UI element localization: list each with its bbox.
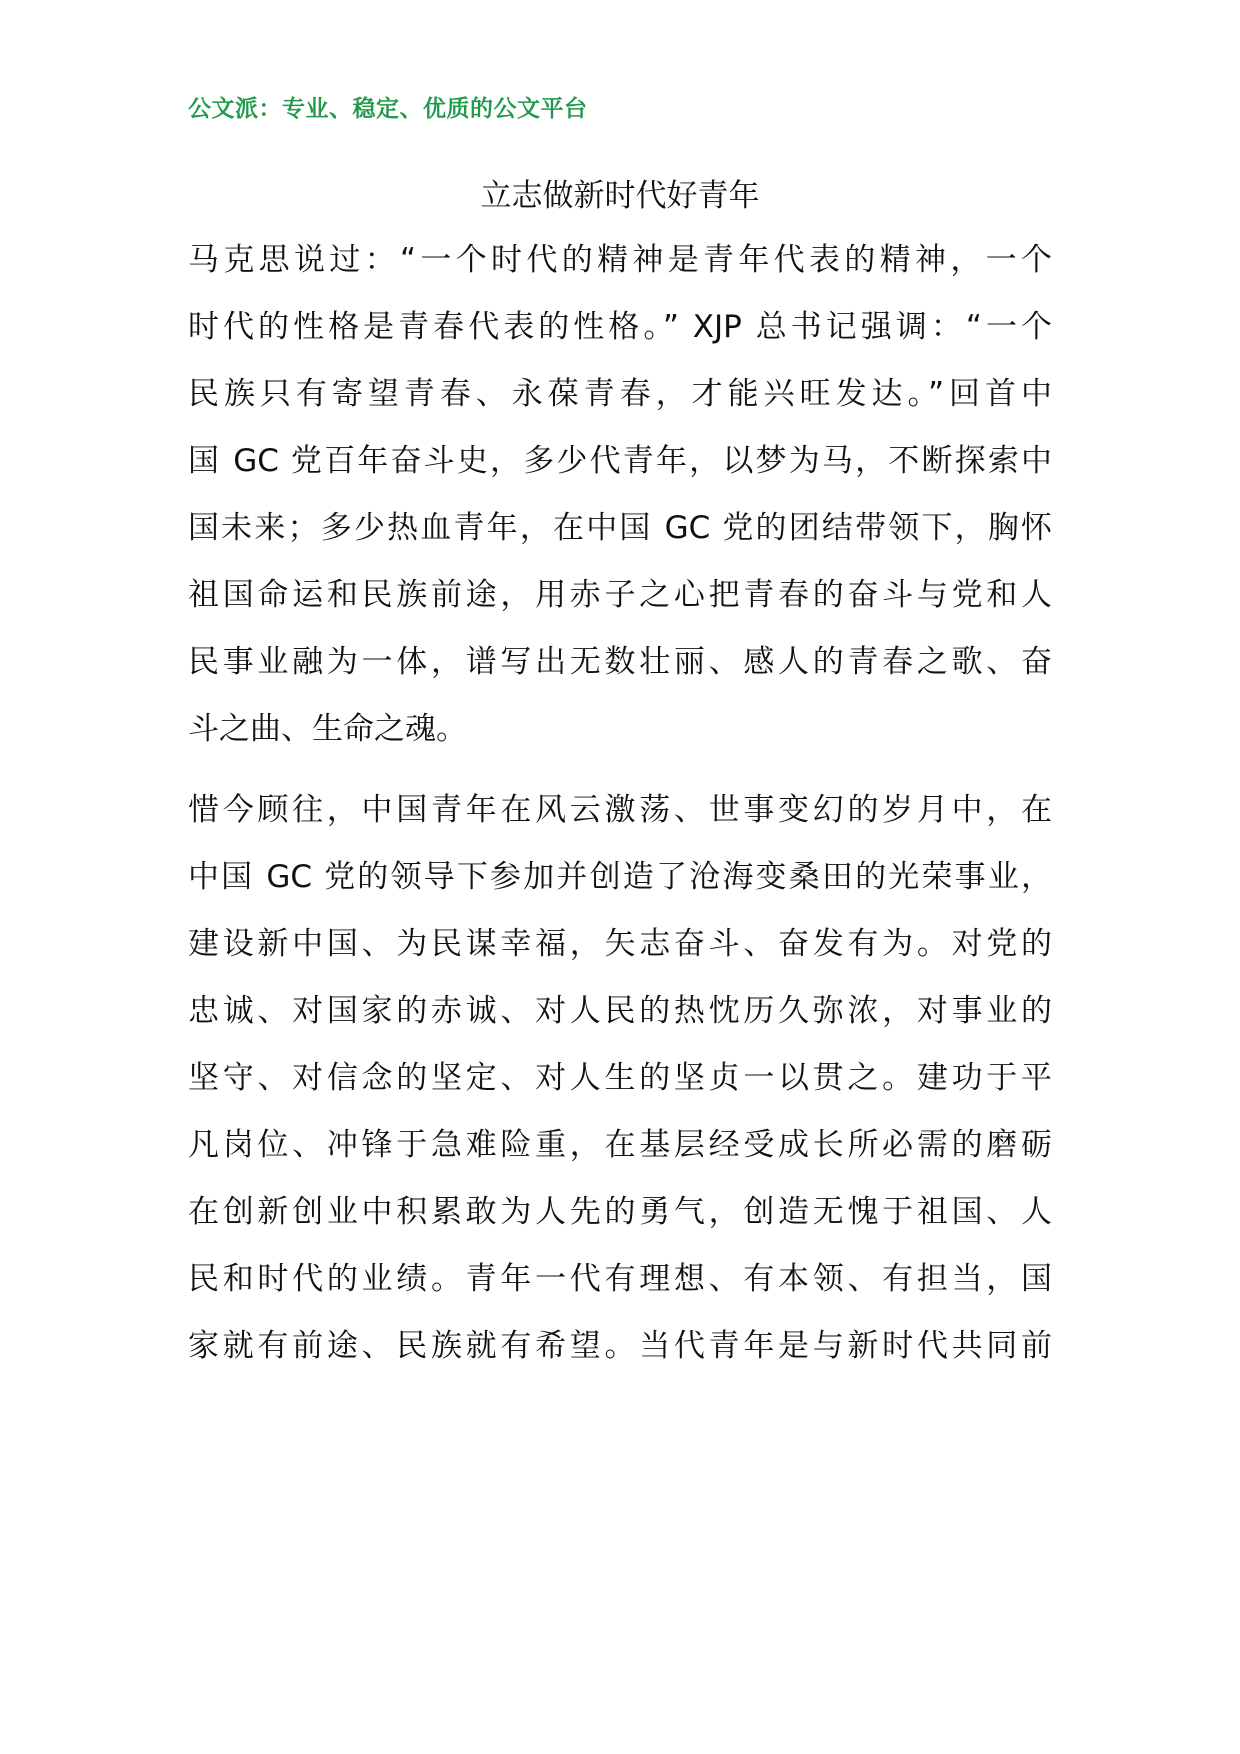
site-header-slogan: 公文派：专业、稳定、优质的公文平台 [188, 96, 588, 122]
paragraph-1-line: 国 GC 党百年奋斗史，多少代青年，以梦为马，不断探索中 [188, 443, 1052, 479]
paragraph-2-line: 坚守、对信念的坚定、对人生的坚贞一以贯之。建功于平 [188, 1060, 1052, 1096]
document-title: 立志做新时代好青年 [480, 178, 760, 214]
paragraph-2-line: 家就有前途、民族就有希望。当代青年是与新时代共同前 [188, 1328, 1052, 1364]
paragraph-1-line: 祖国命运和民族前途，用赤子之心把青春的奋斗与党和人 [188, 577, 1052, 613]
paragraph-2-line: 惜今顾往，中国青年在风云激荡、世事变幻的岁月中，在 [188, 792, 1052, 828]
paragraph-2-line: 在创新创业中积累敢为人先的勇气，创造无愧于祖国、人 [188, 1194, 1052, 1230]
paragraph-1-line: 国未来；多少热血青年，在中国 GC 党的团结带领下，胸怀 [188, 510, 1052, 546]
paragraph-1-line: 民事业融为一体，谱写出无数壮丽、感人的青春之歌、奋 [188, 644, 1052, 680]
paragraph-2-line: 建设新中国、为民谋幸福，矢志奋斗、奋发有为。对党的 [188, 926, 1052, 962]
paragraph-1-line: 斗之曲、生命之魂。 [188, 711, 467, 747]
paragraph-2-line: 忠诚、对国家的赤诚、对人民的热忱历久弥浓，对事业的 [188, 993, 1052, 1029]
paragraph-2-line: 凡岗位、冲锋于急难险重，在基层经受成长所必需的磨砺 [188, 1127, 1052, 1163]
paragraph-1-line: 民族只有寄望青春、永葆青春，才能兴旺发达。”回首中 [188, 376, 1052, 412]
paragraph-2-line: 民和时代的业绩。青年一代有理想、有本领、有担当，国 [188, 1261, 1052, 1297]
paragraph-1-line: 马克思说过：“一个时代的精神是青年代表的精神，一个 [188, 242, 1052, 278]
paragraph-1-line: 时代的性格是青春代表的性格。” XJP 总书记强调：“一个 [188, 309, 1052, 345]
paragraph-2-line: 中国 GC 党的领导下参加并创造了沧海变桑田的光荣事业， [188, 859, 1052, 895]
